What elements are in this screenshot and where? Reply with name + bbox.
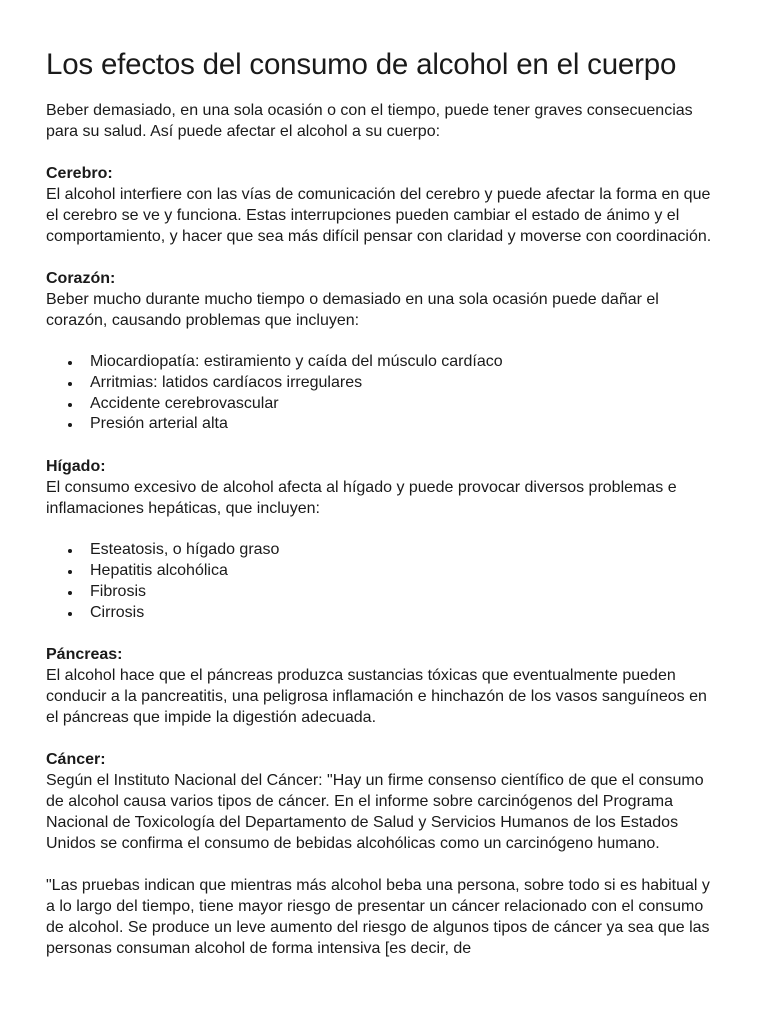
section-higado: [46, 456, 722, 623]
intro-paragraph: Beber demasiado, en una sola ocasión o con el tiempo, puede tener graves consecuencias para su salud. Así puede afectar el alcohol a su cuerpo:: [46, 102, 693, 140]
section-heading: Corazón:: [46, 270, 116, 287]
list-item: Cirrosis: [90, 603, 722, 624]
list-item: Miocardiopatía: estiramiento y caída del músculo cardíaco: [90, 352, 722, 373]
section-cerebro: [46, 163, 722, 247]
section-body: El consumo excesivo de alcohol afecta al hígado y puede provocar diversos problemas e inflamaciones hepáticas, que incluyen:: [46, 479, 677, 518]
list-item: Accidente cerebrovascular: [90, 394, 722, 415]
bullet-list: [46, 352, 722, 435]
bullet-list: [46, 540, 722, 623]
section-heading: Hígado:: [46, 458, 106, 476]
section-body: Beber mucho durante mucho tiempo o demasiado en una sola ocasión puede dañar el corazón, causando problemas que incluyen:: [46, 291, 659, 329]
list-item: Fibrosis: [90, 582, 722, 603]
quote-paragraph: "Las pruebas indican que mientras más alcohol beba una persona, sobre todo si es habitual y a lo largo del tiempo, tiene mayor riesgo de presentar un cáncer relacionado con el consumo de alcohol. Se produce un leve aumento del riesgo de algunos tipos de cáncer ya sea que las personas consuman alcohol de forma intensiva [es decir, de: [46, 877, 710, 958]
section-corazon: [46, 268, 722, 435]
section-body: El alcohol interfiere con las vías de comunicación del cerebro y puede afectar la forma en que el cerebro se ve y funciona. Estas interrupciones pueden cambiar el estado de ánimo y el comportamiento, y hacer que sea más difícil pensar con claridad y moverse con coordinación.: [46, 186, 712, 245]
list-item: Hepatitis alcohólica: [90, 561, 722, 582]
section-body: El alcohol hace que el páncreas produzca sustancias tóxicas que eventualmente pueden conducir a la pancreatitis, una peligrosa inflamación e hinchazón de los vasos sanguíneos en el páncreas que impide la digestión adecuada.: [46, 667, 707, 727]
list-item: Esteatosis, o hígado graso: [90, 540, 722, 561]
section-heading: Cerebro:: [46, 165, 113, 182]
section-body: Según el Instituto Nacional del Cáncer: "Hay un firme consenso científico de que el consumo de alcohol causa varios tipos de cáncer. En el informe sobre carcinógenos del Programa Nacional de Toxicología del Departamento de Salud y Servicios Humanos de los Estados Unidos se confirma el consumo de bebidas alcohólicas como un carcinógeno humano.: [46, 772, 704, 853]
list-item: Arritmias: latidos cardíacos irregulares: [90, 373, 722, 394]
section-pancreas: [46, 644, 722, 728]
section-cancer: [46, 749, 722, 854]
section-heading: Cáncer:: [46, 751, 106, 769]
list-item: Presión arterial alta: [90, 414, 722, 435]
section-heading: Páncreas:: [46, 646, 123, 664]
page-title: Los efectos del consumo de alcohol en el cuerpo: [46, 48, 677, 81]
